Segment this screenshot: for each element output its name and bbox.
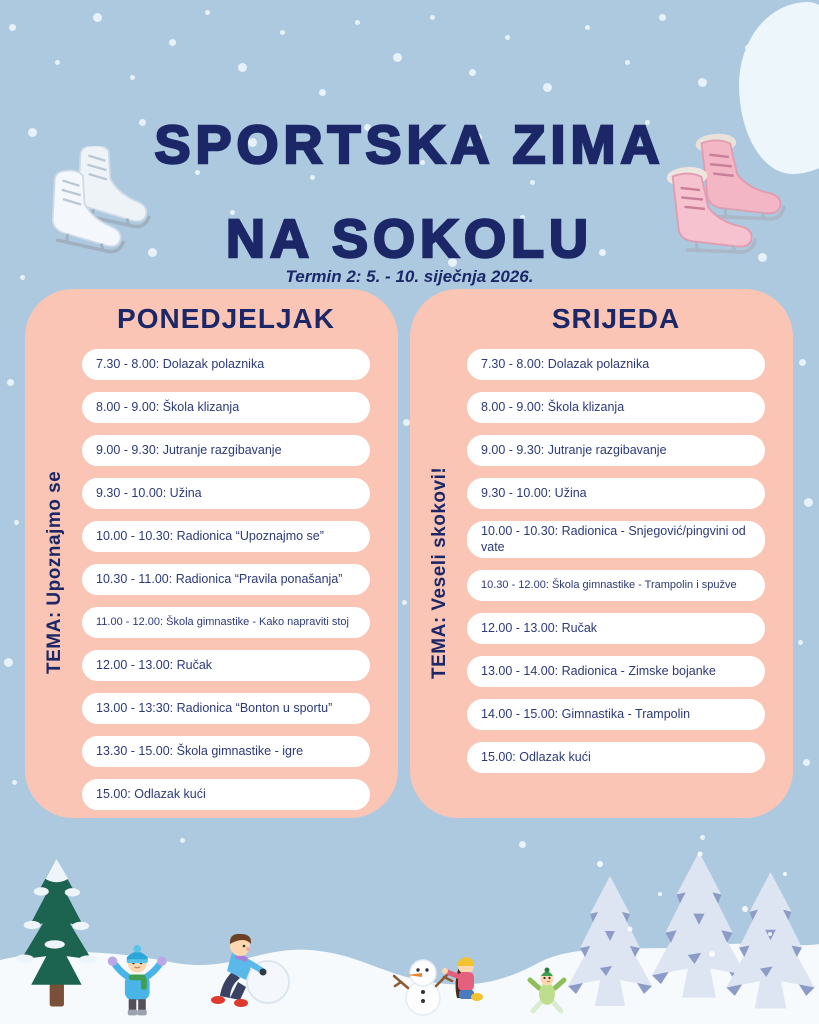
schedule-item: 7.30 - 8.00: Dolazak polaznika [82, 349, 370, 380]
schedule-item: 9.30 - 10.00: Užina [82, 478, 370, 509]
schedule-item: 10.00 - 10.30: Radionica “Upoznajmo se” [82, 521, 370, 552]
schedule-item: 7.30 - 8.00: Dolazak polaznika [467, 349, 765, 380]
schedule-item: 8.00 - 9.00: Škola klizanja [82, 392, 370, 423]
theme-label-wednesday: TEMA: Veseli skokovi! [429, 466, 450, 679]
poster-subtitle: Termin 2: 5. - 10. siječnja 2026. [285, 267, 534, 286]
monday-panel [25, 289, 398, 818]
poster-title-line2: NA SOKOLU [226, 209, 593, 270]
day-heading-monday: PONEDJELJAK [117, 303, 335, 334]
winter-scene [0, 834, 819, 1024]
schedule-item: 15.00: Odlazak kući [82, 779, 370, 810]
schedule-item: 8.00 - 9.00: Škola klizanja [467, 392, 765, 423]
snowfall-dots [0, 0, 5, 5]
schedule-item: 13.00 - 13:30: Radionica “Bonton u sportu” [82, 693, 370, 724]
monday-schedule-list [82, 349, 370, 810]
schedule-item: 15.00: Odlazak kući [467, 742, 765, 773]
schedule-item: 9.30 - 10.00: Užina [467, 478, 765, 509]
day-heading-wednesday: SRIJEDA [551, 303, 681, 334]
schedule-item: 10.30 - 12.00: Škola gimnastike - Trampolin i spužve [467, 570, 765, 601]
schedule-item: 10.00 - 10.30: Radionica - Snjegović/pingvini od vate [467, 521, 765, 558]
schedule-item: 10.30 - 11.00: Radionica “Pravila ponašanja” [82, 564, 370, 595]
schedule-item: 9.00 - 9.30: Jutranje razgibavanje [467, 435, 765, 466]
theme-label-monday: TEMA: Upoznajmo se [44, 470, 65, 675]
schedule-item: 13.30 - 15.00: Škola gimnastike - igre [82, 736, 370, 767]
wednesday-schedule-list [467, 349, 765, 773]
schedule-item: 13.00 - 14.00: Radionica - Zimske bojanke [467, 656, 765, 687]
schedule-item: 14.00 - 15.00: Gimnastika - Trampolin [467, 699, 765, 730]
schedule-item: 9.00 - 9.30: Jutranje razgibavanje [82, 435, 370, 466]
poster-title-line1: SPORTSKA ZIMA [154, 115, 665, 176]
schedule-item: 12.00 - 13.00: Ručak [82, 650, 370, 681]
schedule-item: 11.00 - 12.00: Škola gimnastike - Kako napraviti stoj [82, 607, 370, 638]
snowy-tree [568, 852, 815, 1009]
schedule-item: 12.00 - 13.00: Ručak [467, 613, 765, 644]
wednesday-panel [410, 289, 793, 818]
